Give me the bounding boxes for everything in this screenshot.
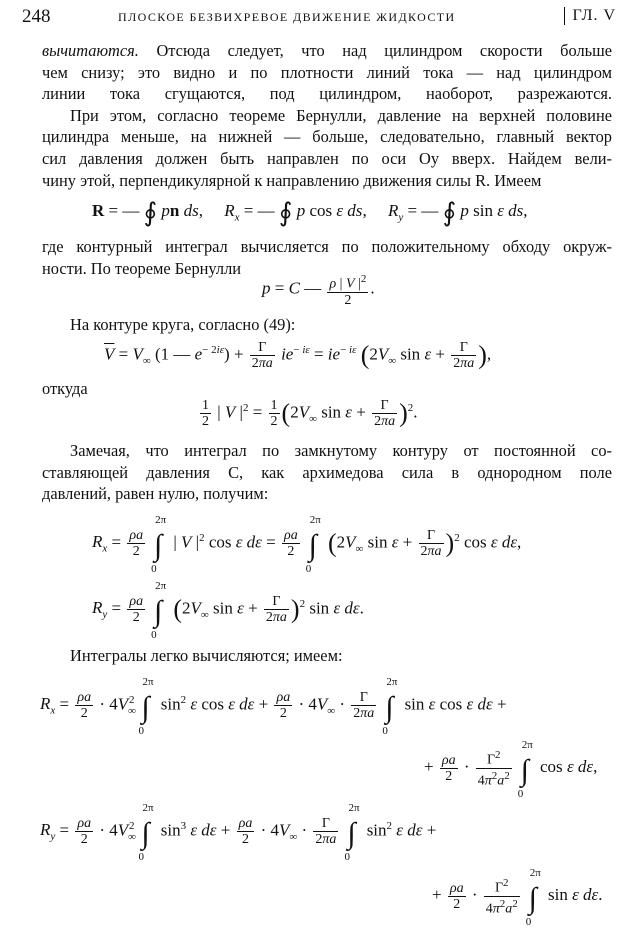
text-line: сил давления должен быть направлен по оси Oy вверх. Найдем вели-	[42, 148, 612, 168]
page-header	[22, 6, 616, 32]
text-line: ности. По теореме Бернулли	[42, 258, 242, 278]
text-line: При этом, согласно теореме Бернулли, давление на верхней половине	[70, 105, 612, 125]
equation-bernoulli: p = C — $\frac{\rho | V |^2}{2}$ .	[262, 273, 375, 308]
chapter-label: ГЛ. V	[572, 7, 616, 24]
text-line: где контурный интеграл вычисляется по положительному обходу окруж-	[42, 237, 612, 256]
running-title: ПЛОСКОЕ БЕЗВИХРЕВОЕ ДВИЖЕНИЕ ЖИДКОСТИ	[118, 10, 456, 24]
equation-rx-expanded-2: + $\frac{\rho a}{2}$ · $\frac{\Gamma^2}{4\pi^2a^2}$ ∫ 2π 0 cos ε dε,	[424, 739, 598, 801]
equation-velocity-square: $\frac{1}{2}$ | V $|^2$ = $\frac{1}{2}$ ($2V_\infty$ sin ε + $\frac{\Gamma}{2\pi a}$ )$^2$.	[202, 398, 418, 429]
text-line: вычитаются. Отсюда следует, что над цилиндром скорости больше	[42, 41, 612, 60]
text-line: чем снизу; это видно и по плотности линий тока — над цилиндром	[42, 62, 612, 82]
paragraph-integrals	[42, 645, 612, 667]
paragraph-intro	[42, 40, 612, 191]
paragraph-noting	[42, 440, 612, 505]
emphasis-word: вычитаются.	[42, 41, 139, 60]
text-line: цилиндра меньше, на нижней — больше, следовательно, главный вектор	[42, 127, 612, 147]
equation-rx-integral: $R_x$ = $\frac{\rho a}{2}$ ∫ 2π 0 | V $|^2$ cos ε dε = $\frac{\rho a}{2}$ ∫ 2π 0 ($2V_\infty$ sin ε + $\frac{\Gamma}{2\pi a}$ )$^2$ cos ε dε,	[92, 514, 522, 576]
text-line: чину этой, перпендикулярной к направлению движения силы R. Имеем	[42, 170, 542, 190]
text-line: ставляющей давления C, как архимедова сила в однородном поле	[42, 462, 612, 482]
equation-ry-integral: $R_y$ = $\frac{\rho a}{2}$ ∫ 2π 0 ($2V_\infty$ sin ε + $\frac{\Gamma}{2\pi a}$ )$^2$ sin ε dε.	[92, 580, 364, 642]
paragraph-whence	[42, 378, 612, 400]
equation-force-integrals: R = — ∮ pn ds, $R_x$ = — ∮ p cos ε ds, $R_y$ = — ∮ p sin ε ds,	[92, 198, 528, 227]
equation-ry-expanded-1: $R_y$ = $\frac{\rho a}{2}$ · $4V_\infty^2$ ∫ 2π 0 $\sin^3 \varepsilon$ dε + $\frac{\rho a}{2}$ · $4V_\infty$ · $\frac{\Gamma}{2\pi a}$ ∫ 2π 0 $\sin^2 \varepsilon$ dε +	[40, 802, 437, 864]
equation-ry-expanded-2: + $\frac{\rho a}{2}$ · $\frac{\Gamma^2}{4\pi^2a^2}$ ∫ 2π 0 sin ε dε.	[432, 867, 603, 928]
equation-rx-expanded-1: $R_x$ = $\frac{\rho a}{2}$ · $4V_\infty^2$ ∫ 2π 0 $\sin^2 \varepsilon$ cos ε dε + $\frac{\rho a}{2}$ · $4V_\infty$ · $\frac{\Gamma}{2\pi a}$ ∫ 2π 0 sin ε cos ε dε +	[40, 676, 507, 738]
equation-conjugate-velocity: $\overline{V} = V_\infty$ (1 — $e^{- 2i\varepsilon}$) + $\frac{\Gamma}{2\pi a}$ $ie^{- i\varepsilon} = ie^{- i\varepsilon}$ ($2V_\infty$ sin ε + $\frac{\Gamma}{2\pi a}$ ),	[104, 340, 492, 371]
paragraph-circle	[42, 314, 612, 336]
text-line: Интегралы легко вычисляются; имеем:	[70, 646, 343, 665]
text-line: линии тока сгущаются, под цилиндром, наоборот, разрежаются.	[42, 84, 612, 104]
text-line: Замечая, что интеграл по замкнутому контуру от постоянной со-	[70, 441, 612, 460]
text-line: На контуре круга, согласно (49):	[70, 315, 296, 334]
text-line: давлений, равен нулю, получим:	[42, 484, 269, 504]
page-number: 248	[22, 6, 51, 27]
text-line: откуда	[42, 379, 88, 398]
